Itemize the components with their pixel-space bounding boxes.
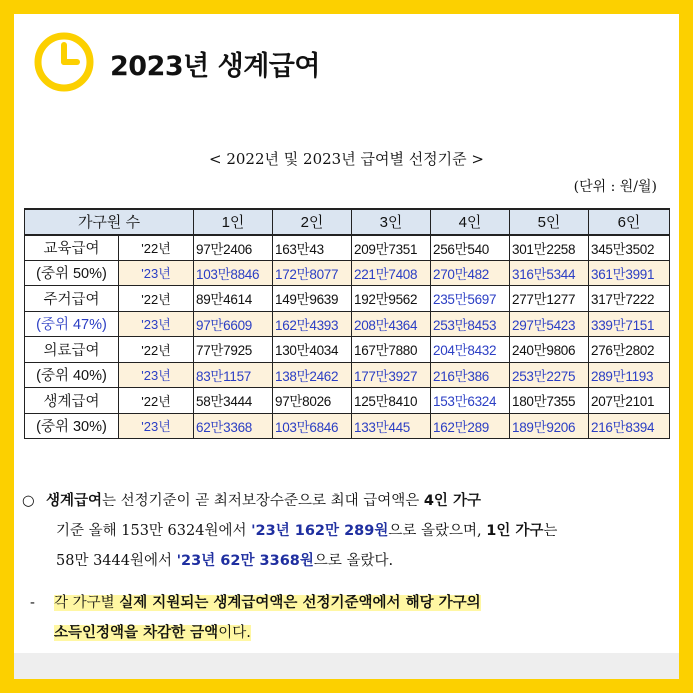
value-cell: 301만2258 xyxy=(510,235,589,261)
table-row xyxy=(25,413,670,439)
page-title: 2023년 생계급여 xyxy=(110,51,320,82)
table-row xyxy=(25,362,670,388)
body-text: 는 선정기준이 곧 최저보장수준으로 최대 급여액은 xyxy=(102,493,424,509)
year-cell: '22년 xyxy=(119,337,194,363)
value-cell: 97만2406 xyxy=(194,235,273,261)
content-panel xyxy=(14,130,679,679)
value-cell: 207만2101 xyxy=(589,388,670,414)
body-text: 58만 3444원에서 xyxy=(56,553,177,569)
value-cell: 138만2462 xyxy=(273,362,352,388)
value-cell: 297만5423 xyxy=(510,311,589,337)
value-cell: 125만8410 xyxy=(352,388,431,414)
value-cell: 103만6846 xyxy=(273,413,352,439)
note-bold-text: 실제 지원되는 생계급여액은 선정기준액에서 해당 가구의 xyxy=(119,595,481,611)
category-ratio: (중위 47%) xyxy=(25,311,119,337)
value-cell: 180만7355 xyxy=(510,388,589,414)
value-cell: 172만8077 xyxy=(273,260,352,286)
category-ratio: (중위 50%) xyxy=(25,260,119,286)
clock-icon xyxy=(32,30,96,94)
year-cell: '23년 xyxy=(119,362,194,388)
header-cell: 4인 xyxy=(431,209,510,235)
header-cell: 1인 xyxy=(194,209,273,235)
value-cell: 240만9806 xyxy=(510,337,589,363)
body-text: 기준 올해 153만 6324원에서 xyxy=(56,523,252,539)
value-cell: 270만482 xyxy=(431,260,510,286)
header-cell: 가구원 수 xyxy=(25,209,194,235)
value-cell: 204만8432 xyxy=(431,337,510,363)
year-cell: '22년 xyxy=(119,235,194,261)
table-row xyxy=(25,260,670,286)
criteria-table xyxy=(24,208,670,439)
highlight-amount: '23년 62만 3368원 xyxy=(176,553,314,569)
note-paragraph xyxy=(30,588,675,648)
body-text: 으로 올랐다. xyxy=(313,553,394,569)
value-cell: 192만9562 xyxy=(352,286,431,312)
value-cell: 97만8026 xyxy=(273,388,352,414)
year-cell: '23년 xyxy=(119,413,194,439)
table-row xyxy=(25,286,670,312)
unit-label: (단위 : 원/월) xyxy=(573,179,657,195)
value-cell: 339만7151 xyxy=(589,311,670,337)
value-cell: 177만3927 xyxy=(352,362,431,388)
category-name: 교육급여 xyxy=(25,235,119,261)
value-cell: 256만540 xyxy=(431,235,510,261)
value-cell: 361만3991 xyxy=(589,260,670,286)
year-cell: '23년 xyxy=(119,260,194,286)
value-cell: 62만3368 xyxy=(194,413,273,439)
year-cell: '22년 xyxy=(119,286,194,312)
table-row xyxy=(25,388,670,414)
header-cell: 5인 xyxy=(510,209,589,235)
value-cell: 167만7880 xyxy=(352,337,431,363)
value-cell: 149만9639 xyxy=(273,286,352,312)
value-cell: 253만2275 xyxy=(510,362,589,388)
note-line-2 xyxy=(30,618,675,648)
bullet-circle-icon: ○ xyxy=(22,493,35,509)
summary-paragraph xyxy=(22,486,672,576)
category-name: 생계급여 xyxy=(25,388,119,414)
body-text: 는 xyxy=(543,523,558,539)
highlight-text: 1인 가구 xyxy=(486,523,544,539)
paragraph-line-2 xyxy=(22,516,672,546)
value-cell: 77만7925 xyxy=(194,337,273,363)
value-cell: 276만2802 xyxy=(589,337,670,363)
note-text: 이다. xyxy=(218,625,251,641)
highlight-text: 4인 가구 xyxy=(423,493,482,509)
note-line-1 xyxy=(30,588,675,618)
table-header-row xyxy=(25,209,670,235)
dash-marker: - xyxy=(30,595,35,611)
value-cell: 289만1193 xyxy=(589,362,670,388)
header xyxy=(14,14,679,130)
body-text: 으로 올랐으며, xyxy=(388,523,487,539)
value-cell: 89만4614 xyxy=(194,286,273,312)
value-cell: 235만5697 xyxy=(431,286,510,312)
year-cell: '22년 xyxy=(119,388,194,414)
highlight-amount: '23년 162만 289원 xyxy=(251,523,389,539)
category-name: 의료급여 xyxy=(25,337,119,363)
year-cell: '23년 xyxy=(119,311,194,337)
value-cell: 130만4034 xyxy=(273,337,352,363)
value-cell: 162만289 xyxy=(431,413,510,439)
value-cell: 208만4364 xyxy=(352,311,431,337)
value-cell: 209만7351 xyxy=(352,235,431,261)
value-cell: 103만8846 xyxy=(194,260,273,286)
document-sheet xyxy=(14,130,679,653)
value-cell: 163만43 xyxy=(273,235,352,261)
note-bold-text: 소득인정액을 차감한 금액 xyxy=(54,625,219,641)
value-cell: 277만1277 xyxy=(510,286,589,312)
value-cell: 153만6324 xyxy=(431,388,510,414)
value-cell: 97만6609 xyxy=(194,311,273,337)
category-ratio: (중위 40%) xyxy=(25,362,119,388)
category-name: 주거급여 xyxy=(25,286,119,312)
header-cell: 3인 xyxy=(352,209,431,235)
paragraph-line-3 xyxy=(22,546,672,576)
value-cell: 216만386 xyxy=(431,362,510,388)
value-cell: 189만9206 xyxy=(510,413,589,439)
value-cell: 216만8394 xyxy=(589,413,670,439)
highlight-text: 생계급여 xyxy=(46,493,103,509)
value-cell: 317만7222 xyxy=(589,286,670,312)
header-cell: 6인 xyxy=(589,209,670,235)
value-cell: 316만5344 xyxy=(510,260,589,286)
table-row xyxy=(25,311,670,337)
category-ratio: (중위 30%) xyxy=(25,413,119,439)
value-cell: 133만445 xyxy=(352,413,431,439)
value-cell: 83만1157 xyxy=(194,362,273,388)
value-cell: 221만7408 xyxy=(352,260,431,286)
table-row xyxy=(25,337,670,363)
header-cell: 2인 xyxy=(273,209,352,235)
note-text: 각 가구별 xyxy=(54,595,120,611)
value-cell: 58만3444 xyxy=(194,388,273,414)
value-cell: 345만3502 xyxy=(589,235,670,261)
value-cell: 162만4393 xyxy=(273,311,352,337)
table-caption: < 2022년 및 2023년 급여별 선정기준 > xyxy=(209,150,484,168)
value-cell: 253만8453 xyxy=(431,311,510,337)
paragraph-line-1 xyxy=(22,486,672,516)
table-row xyxy=(25,235,670,261)
